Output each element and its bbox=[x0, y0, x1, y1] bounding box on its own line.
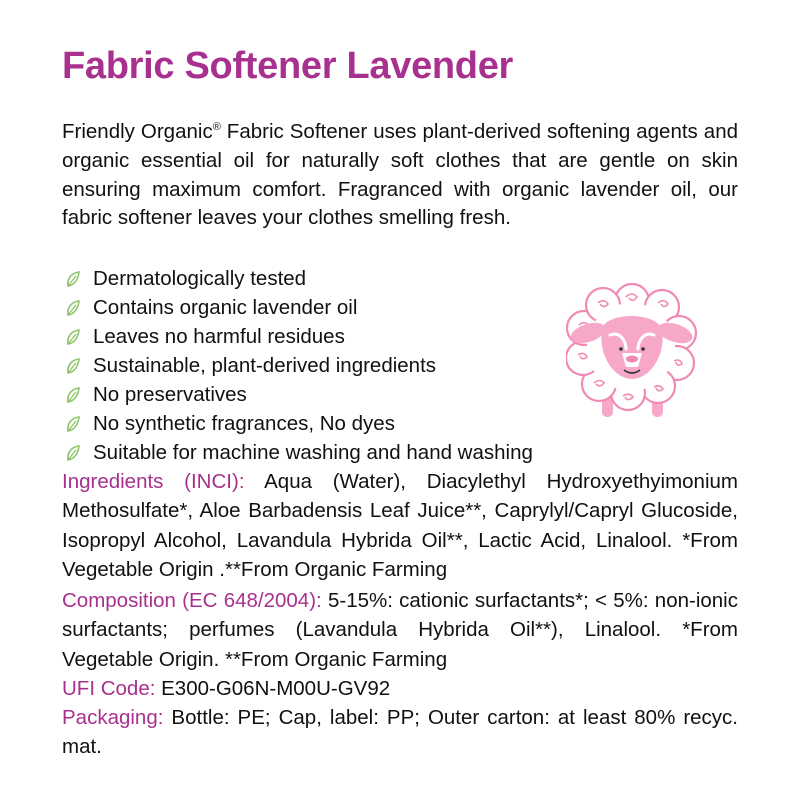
feature-text: Leaves no harmful residues bbox=[93, 325, 345, 348]
packaging-text: Bottle: PE; Cap, label: PP; Outer carton: at least 80% recyc. mat. bbox=[62, 706, 738, 759]
ufi-code: E300-G06N-M00U-GV92 bbox=[155, 677, 391, 700]
ufi-label: UFI Code: bbox=[62, 677, 156, 700]
feature-item bbox=[66, 380, 533, 409]
ingredients-text: Aqua (Water), Diacylethyl Hydroxyethyimonium Methosulfate*, Aloe Barbadensis Leaf Juice**, Caprylyl/Capryl Glucoside, Isopropyl Alcohol, Lavandula Hybrida Oil**, Lactic Acid, Linalool. *From Vegetable Origin .**From Organic Farming bbox=[62, 470, 738, 581]
leaf-icon bbox=[66, 416, 80, 432]
feature-text: No preservatives bbox=[93, 383, 247, 406]
description-text: Fabric Softener uses plant-derived softening agents and organic essential oil for naturally soft clothes that are gentle on skin ensuring maximum comfort. Fragranced with organic lavender oil, our fabric softener leaves your clothes smelling fresh. bbox=[62, 120, 738, 230]
feature-item bbox=[66, 322, 533, 351]
packaging-section bbox=[62, 703, 738, 762]
leaf-icon bbox=[66, 300, 80, 316]
ufi-section bbox=[62, 674, 738, 703]
leaf-icon bbox=[66, 358, 80, 374]
composition-label: Composition (EC 648/2004): bbox=[62, 589, 322, 612]
feature-item bbox=[66, 409, 533, 438]
feature-item bbox=[66, 438, 533, 467]
feature-text: Suitable for machine washing and hand washing bbox=[93, 441, 533, 464]
feature-item bbox=[66, 351, 533, 380]
product-description bbox=[62, 118, 738, 233]
feature-item bbox=[66, 264, 533, 293]
leaf-icon bbox=[66, 445, 80, 461]
ingredients-label: Ingredients (INCI): bbox=[62, 470, 245, 493]
ingredients-section bbox=[62, 467, 738, 584]
feature-text: Contains organic lavender oil bbox=[93, 296, 358, 319]
page-title: Fabric Softener Lavender bbox=[62, 45, 514, 87]
sheep-mascot-icon bbox=[566, 283, 698, 423]
leaf-icon bbox=[66, 387, 80, 403]
packaging-label: Packaging: bbox=[62, 706, 164, 729]
brand-name: Friendly Organic bbox=[62, 120, 213, 143]
feature-text: Sustainable, plant-derived ingredients bbox=[93, 354, 437, 377]
feature-text: Dermatologically tested bbox=[93, 267, 307, 290]
feature-item bbox=[66, 293, 533, 322]
registered-mark: ® bbox=[212, 121, 221, 134]
composition-text: 5-15%: cationic surfactants*; < 5%: non-ionic surfactants; perfumes (Lavandula Hybrida Oil**), Linalool. *From Vegetable Origin. **From Organic Farming bbox=[62, 589, 738, 671]
feature-list bbox=[66, 264, 533, 467]
feature-text: No synthetic fragrances, No dyes bbox=[93, 412, 395, 435]
leaf-icon bbox=[66, 329, 80, 345]
leaf-icon bbox=[66, 271, 80, 287]
composition-section bbox=[62, 586, 738, 674]
